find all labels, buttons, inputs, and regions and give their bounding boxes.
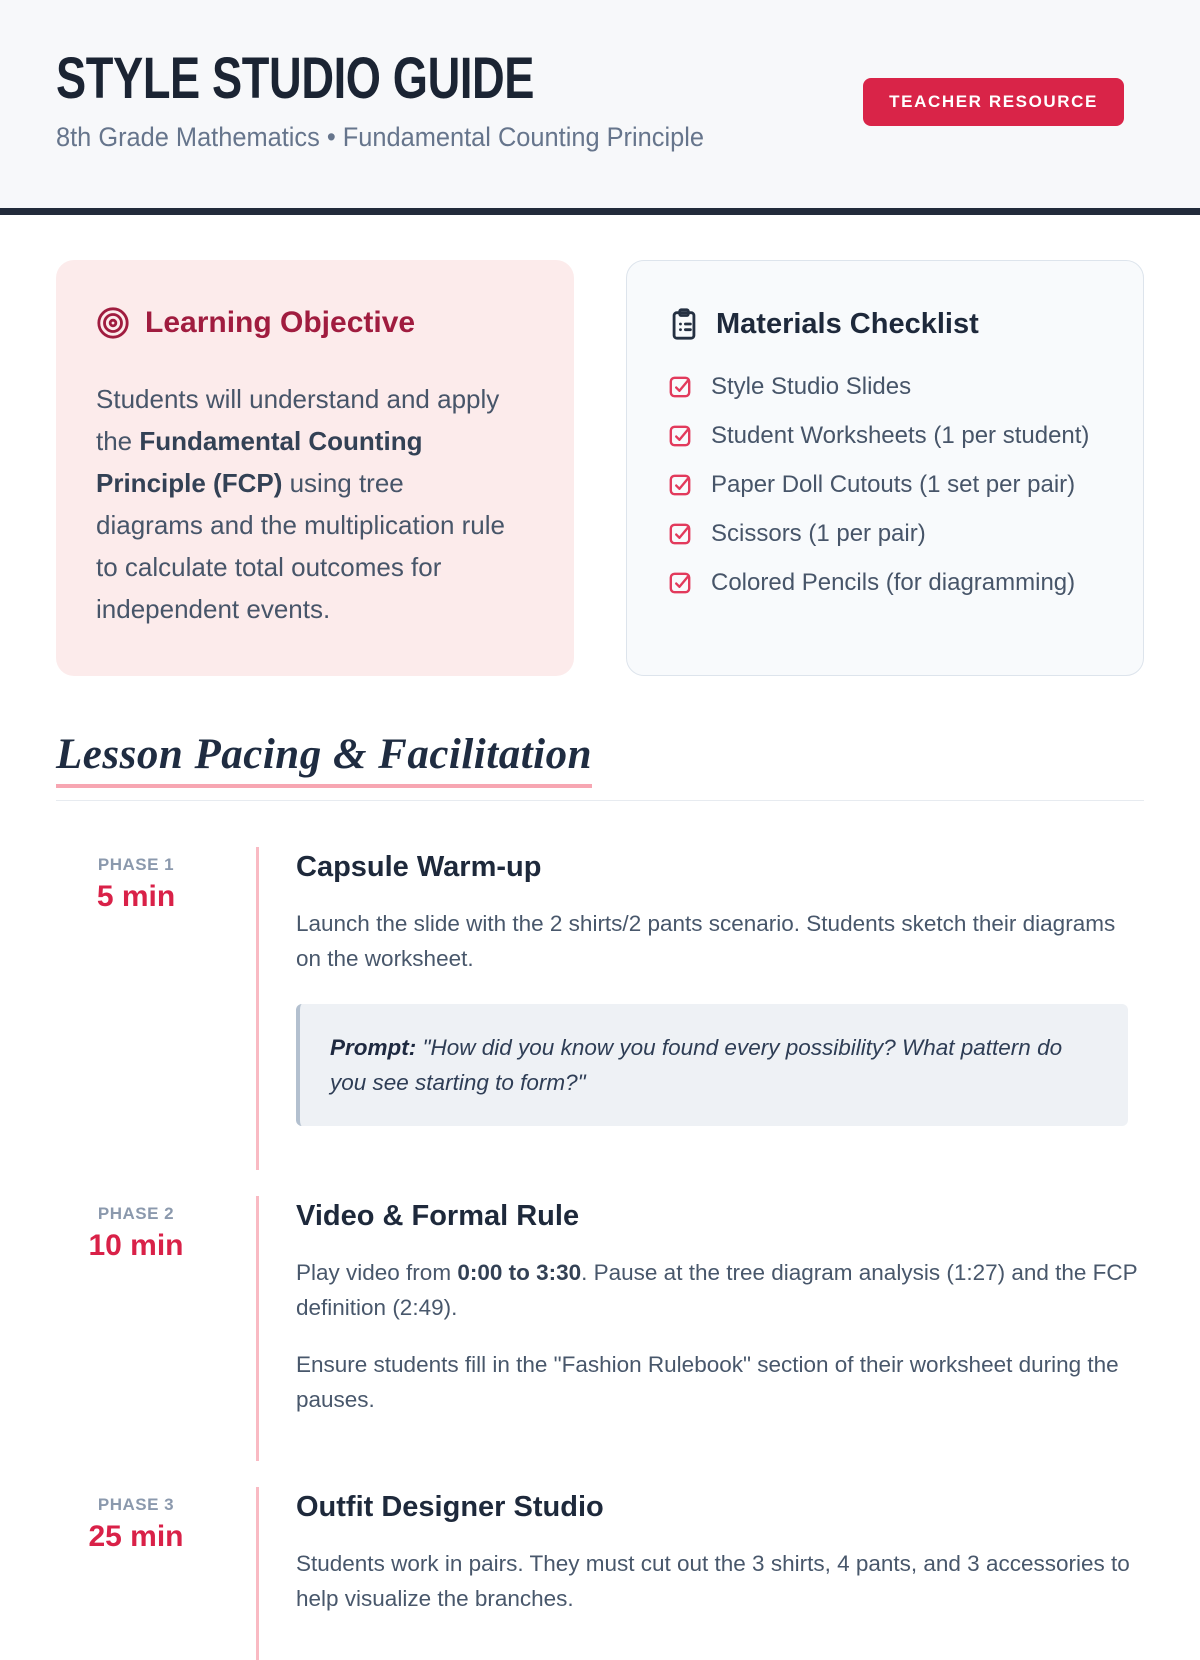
material-item-label: Paper Doll Cutouts (1 set per pair) bbox=[711, 471, 1076, 498]
learning-objective-card bbox=[56, 260, 574, 676]
phase-3-label: PHASE 3 bbox=[97, 1495, 175, 1514]
phase-1-duration: 5 min bbox=[96, 880, 176, 913]
learning-objective-title: Learning Objective bbox=[145, 306, 416, 339]
phase-2-content bbox=[256, 1196, 1144, 1461]
phase-list bbox=[56, 847, 1144, 1660]
main-content bbox=[0, 260, 1200, 1660]
phase-2-title: Video & Formal Rule bbox=[296, 1200, 580, 1232]
material-item bbox=[667, 373, 1103, 401]
checked-checkbox-icon bbox=[667, 374, 693, 400]
pacing-section-title: Lesson Pacing & Facilitation bbox=[56, 730, 592, 788]
phase-3-text: Students work in pairs. They must cut out the 3 shirts, 4 pants, and 3 accessories to help visualize the branches. bbox=[296, 1551, 1130, 1611]
materials-checklist-title: Materials Checklist bbox=[716, 307, 979, 340]
material-item-label: Student Worksheets (1 per student) bbox=[711, 422, 1090, 449]
section-divider bbox=[56, 800, 1144, 801]
material-item bbox=[667, 569, 1103, 597]
phase-3-title: Outfit Designer Studio bbox=[296, 1491, 604, 1523]
phase-1-block bbox=[56, 847, 1144, 1170]
phase-3-duration: 25 min bbox=[88, 1520, 184, 1553]
phase-2-duration: 10 min bbox=[88, 1229, 184, 1262]
material-item bbox=[667, 520, 1103, 548]
learning-objective-header bbox=[96, 306, 534, 340]
checked-checkbox-icon bbox=[667, 521, 693, 547]
target-icon bbox=[96, 306, 130, 340]
phase-3-block bbox=[56, 1487, 1144, 1660]
teacher-resource-badge: TEACHER RESOURCE bbox=[863, 78, 1124, 126]
phase-3-content bbox=[256, 1487, 1144, 1660]
learning-objective-text: Students will understand and apply the Fundamental Counting Principle (FCP) using tree diagrams and the multiplication rule to calculate total outcomes for independent events. bbox=[96, 384, 505, 624]
phase-1-text: Launch the slide with the 2 shirts/2 pants scenario. Students sketch their diagrams on the worksheet. bbox=[296, 911, 1116, 971]
phase-1-title: Capsule Warm-up bbox=[296, 851, 542, 883]
checked-checkbox-icon bbox=[667, 570, 693, 596]
pacing-section-header bbox=[56, 730, 1144, 801]
materials-list bbox=[667, 373, 1103, 597]
phase-3-meta bbox=[56, 1487, 216, 1660]
phase-1-label: PHASE 1 bbox=[97, 855, 175, 874]
phase-2-text-1: Play video from 0:00 to 3:30. Pause at the tree diagram analysis (1:27) and the FCP definition (2:49). bbox=[296, 1260, 1138, 1320]
phase-2-label: PHASE 2 bbox=[97, 1204, 175, 1223]
material-item-label: Colored Pencils (for diagramming) bbox=[711, 569, 1076, 596]
materials-checklist-card bbox=[626, 260, 1144, 676]
info-cards-row bbox=[56, 260, 1144, 676]
phase-1-content bbox=[256, 847, 1144, 1170]
checked-checkbox-icon bbox=[667, 472, 693, 498]
material-item bbox=[667, 471, 1103, 499]
page-title: STYLE STUDIO GUIDE bbox=[56, 46, 535, 111]
checked-checkbox-icon bbox=[667, 423, 693, 449]
page-header bbox=[0, 0, 1200, 215]
page-subtitle: 8th Grade Mathematics • Fundamental Counting Principle bbox=[56, 122, 704, 152]
prompt-callout bbox=[296, 1004, 1128, 1126]
materials-checklist-header bbox=[667, 307, 1103, 341]
phase-2-meta bbox=[56, 1196, 216, 1461]
prompt-text: Prompt: "How did you know you found every possibility? What pattern do you see starting to form?" bbox=[330, 1035, 1063, 1095]
phase-2-block bbox=[56, 1196, 1144, 1461]
clipboard-icon bbox=[667, 307, 701, 341]
phase-2-text-2: Ensure students fill in the "Fashion Rulebook" section of their worksheet during the pauses. bbox=[296, 1352, 1119, 1412]
material-item-label: Scissors (1 per pair) bbox=[711, 520, 926, 547]
material-item bbox=[667, 422, 1103, 450]
material-item-label: Style Studio Slides bbox=[711, 373, 912, 400]
phase-1-meta bbox=[56, 847, 216, 1170]
